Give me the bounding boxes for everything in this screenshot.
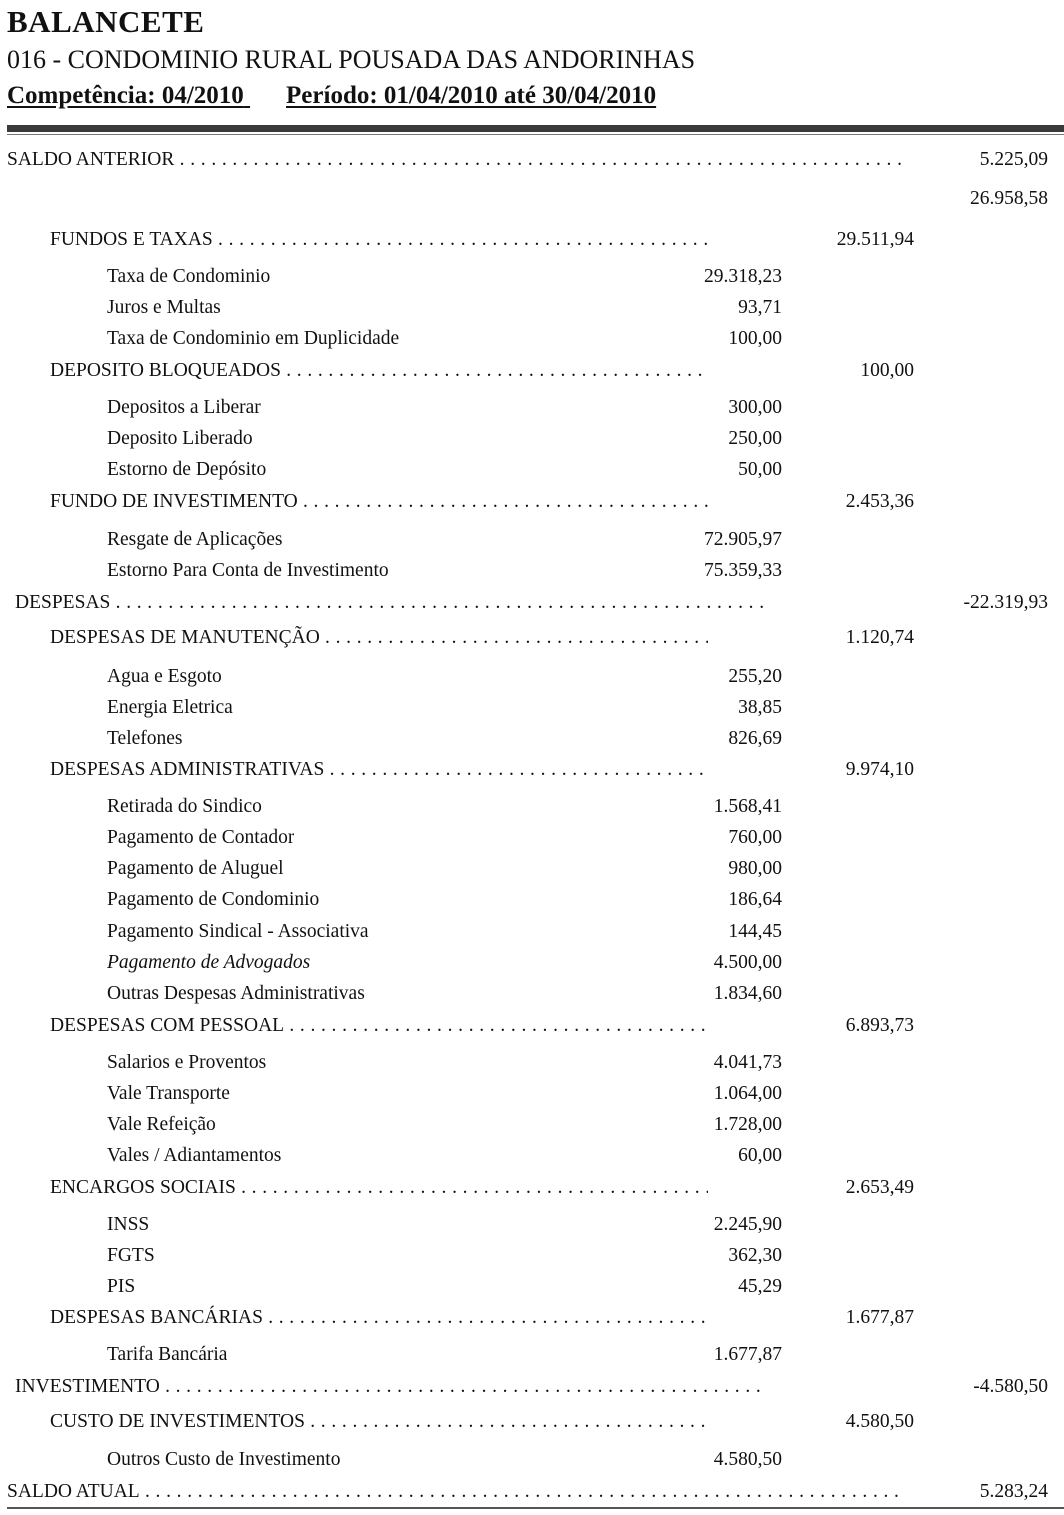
- item-row: [0, 525, 1064, 555]
- item-value: 29.318,23: [704, 266, 782, 287]
- condominium-name: 016 - CONDOMINIO RURAL POUSADA DAS ANDORINHAS: [7, 45, 696, 74]
- item-value: 4.500,00: [713, 952, 782, 973]
- item-value: 186,64: [728, 889, 782, 910]
- item-row: [0, 1210, 1064, 1240]
- item-row: [0, 455, 1064, 485]
- item-value: 255,20: [728, 666, 782, 687]
- group-label: DESPESAS DE MANUTENÇÃO . . .: [50, 623, 708, 653]
- item-value: 980,00: [728, 858, 782, 879]
- item-value: 45,29: [738, 1276, 782, 1297]
- item-label: Energia Eletrica: [107, 697, 233, 718]
- item-value: 250,00: [728, 428, 782, 449]
- group-row-despesas-pessoal: [0, 1011, 1064, 1041]
- item-label: Vale Transporte: [107, 1083, 230, 1104]
- group-label: DEPOSITO BLOQUEADOS . . .: [50, 356, 708, 386]
- saldo-anterior-row: [0, 145, 1064, 175]
- item-row: [0, 556, 1064, 586]
- period-line: [7, 80, 656, 112]
- item-label: PIS: [107, 1276, 136, 1297]
- competencia-label: Competência: 04/2010: [7, 82, 244, 109]
- item-label: Taxa de Condominio em Duplicidade: [107, 328, 400, 349]
- item-value: 4.580,50: [713, 1449, 782, 1470]
- item-value: 1.064,00: [713, 1083, 782, 1104]
- item-value: 1.568,41: [713, 796, 782, 817]
- item-value: 93,71: [738, 297, 782, 318]
- item-value: 38,85: [738, 697, 782, 718]
- item-row: [0, 1272, 1064, 1302]
- item-label: Outras Despesas Administrativas: [107, 983, 365, 1004]
- group-row-deposito-bloqueados: [0, 356, 1064, 386]
- header-divider: [7, 125, 1064, 132]
- group-value: 2.653,49: [845, 1177, 914, 1198]
- item-row: [0, 792, 1064, 822]
- group-value: 1.677,87: [845, 1307, 914, 1328]
- item-label: Tarifa Bancária: [107, 1344, 228, 1365]
- item-label: Deposito Liberado: [107, 428, 253, 449]
- periodo-label: Período: 01/04/2010 até 30/04/2010: [286, 82, 657, 109]
- receitas-total-row: [0, 184, 1064, 214]
- item-label: Estorno Para Conta de Investimento: [107, 560, 389, 581]
- item-label: Agua e Esgoto: [107, 666, 222, 687]
- item-label: Resgate de Aplicações: [107, 529, 283, 550]
- item-label: Taxa de Condominio: [107, 266, 271, 287]
- item-row: [0, 1110, 1064, 1140]
- group-label: CUSTO DE INVESTIMENTOS . . .: [50, 1407, 708, 1437]
- item-row: [0, 293, 1064, 323]
- item-row: [0, 262, 1064, 292]
- despesas-label: DESPESAS . . .: [15, 588, 765, 618]
- group-row-despesas-administrativas: [0, 755, 1064, 785]
- item-row: [0, 1141, 1064, 1171]
- item-value: 1.677,87: [713, 1344, 782, 1365]
- item-value: 362,30: [728, 1245, 782, 1266]
- item-row: [0, 424, 1064, 454]
- item-value: 300,00: [728, 397, 782, 418]
- item-row: [0, 1079, 1064, 1109]
- group-row-fundo-investimento: [0, 487, 1064, 517]
- item-label: Vales / Adiantamentos: [107, 1145, 282, 1166]
- item-label: Vale Refeição: [107, 1114, 216, 1135]
- item-row: [0, 693, 1064, 723]
- despesas-value: -22.319,93: [963, 592, 1048, 613]
- item-value: 50,00: [738, 459, 782, 480]
- despesas-row: [0, 588, 1064, 618]
- item-label: Pagamento de Advogados: [107, 952, 311, 973]
- group-value: 2.453,36: [845, 491, 914, 512]
- item-value: 100,00: [728, 328, 782, 349]
- receitas-total-value: 26.958,58: [970, 188, 1048, 209]
- item-row: [0, 1445, 1064, 1475]
- item-row: [0, 1340, 1064, 1370]
- group-row-custo-investimentos: [0, 1407, 1064, 1437]
- item-value: 72.905,97: [704, 529, 782, 550]
- investimento-value: -4.580,50: [973, 1376, 1048, 1397]
- item-row: [0, 393, 1064, 423]
- group-row-despesas-manutencao: [0, 623, 1064, 653]
- group-row-encargos-sociais: [0, 1173, 1064, 1203]
- document-title: BALANCETE: [7, 4, 205, 39]
- item-label: Retirada do Sindico: [107, 796, 262, 817]
- item-row: [0, 662, 1064, 692]
- group-label: DESPESAS ADMINISTRATIVAS . . .: [50, 755, 708, 785]
- saldo-anterior-value: 5.225,09: [979, 149, 1048, 170]
- saldo-atual-row: [0, 1477, 1064, 1507]
- header-divider-thin: [7, 134, 1064, 135]
- item-row: [0, 823, 1064, 853]
- group-label: DESPESAS BANCÁRIAS . . .: [50, 1303, 708, 1333]
- item-value: 144,45: [728, 921, 782, 942]
- item-value: 60,00: [738, 1145, 782, 1166]
- group-value: 6.893,73: [845, 1015, 914, 1036]
- item-value: 826,69: [728, 728, 782, 749]
- group-row-fundos-taxas: [0, 225, 1064, 255]
- group-value: 4.580,50: [845, 1411, 914, 1432]
- saldo-atual-label: SALDO ATUAL . . .: [7, 1477, 902, 1507]
- item-row: [0, 1241, 1064, 1271]
- investimento-label: INVESTIMENTO . . .: [15, 1372, 765, 1402]
- item-row: [0, 324, 1064, 354]
- item-value: 1.834,60: [713, 983, 782, 1004]
- item-row: [0, 917, 1064, 947]
- item-label: Pagamento de Contador: [107, 827, 295, 848]
- item-value: 2.245,90: [713, 1214, 782, 1235]
- group-label: ENCARGOS SOCIAIS . . .: [50, 1173, 708, 1203]
- group-label: DESPESAS COM PESSOAL . . .: [50, 1011, 708, 1041]
- item-value: 1.728,00: [713, 1114, 782, 1135]
- item-label: Telefones: [107, 728, 183, 749]
- item-label: Outros Custo de Investimento: [107, 1449, 341, 1470]
- item-label: FGTS: [107, 1245, 155, 1266]
- group-value: 1.120,74: [845, 627, 914, 648]
- item-label: Pagamento de Aluguel: [107, 858, 284, 879]
- item-label: Depositos a Liberar: [107, 397, 261, 418]
- item-row: [0, 948, 1064, 978]
- item-label: Pagamento de Condominio: [107, 889, 320, 910]
- item-label: Pagamento Sindical - Associativa: [107, 921, 369, 942]
- item-label: Salarios e Proventos: [107, 1052, 267, 1073]
- group-value: 100,00: [860, 360, 914, 381]
- group-label: FUNDOS E TAXAS . . .: [50, 225, 708, 255]
- investimento-row: [0, 1372, 1064, 1402]
- group-row-despesas-bancarias: [0, 1303, 1064, 1333]
- item-row: [0, 724, 1064, 754]
- item-label: Juros e Multas: [107, 297, 221, 318]
- item-row: [0, 885, 1064, 915]
- item-row: [0, 854, 1064, 884]
- group-value: 29.511,94: [836, 229, 914, 250]
- group-label: FUNDO DE INVESTIMENTO . . .: [50, 487, 708, 517]
- item-row: [0, 979, 1064, 1009]
- group-value: 9.974,10: [845, 759, 914, 780]
- footer-divider: [7, 1507, 1064, 1509]
- item-value: 75.359,33: [704, 560, 782, 581]
- saldo-anterior-label: SALDO ANTERIOR . . .: [7, 145, 907, 175]
- item-label: Estorno de Depósito: [107, 459, 267, 480]
- item-label: INSS: [107, 1214, 150, 1235]
- item-value: 4.041,73: [713, 1052, 782, 1073]
- item-value: 760,00: [728, 827, 782, 848]
- saldo-atual-value: 5.283,24: [979, 1481, 1048, 1502]
- item-row: [0, 1048, 1064, 1078]
